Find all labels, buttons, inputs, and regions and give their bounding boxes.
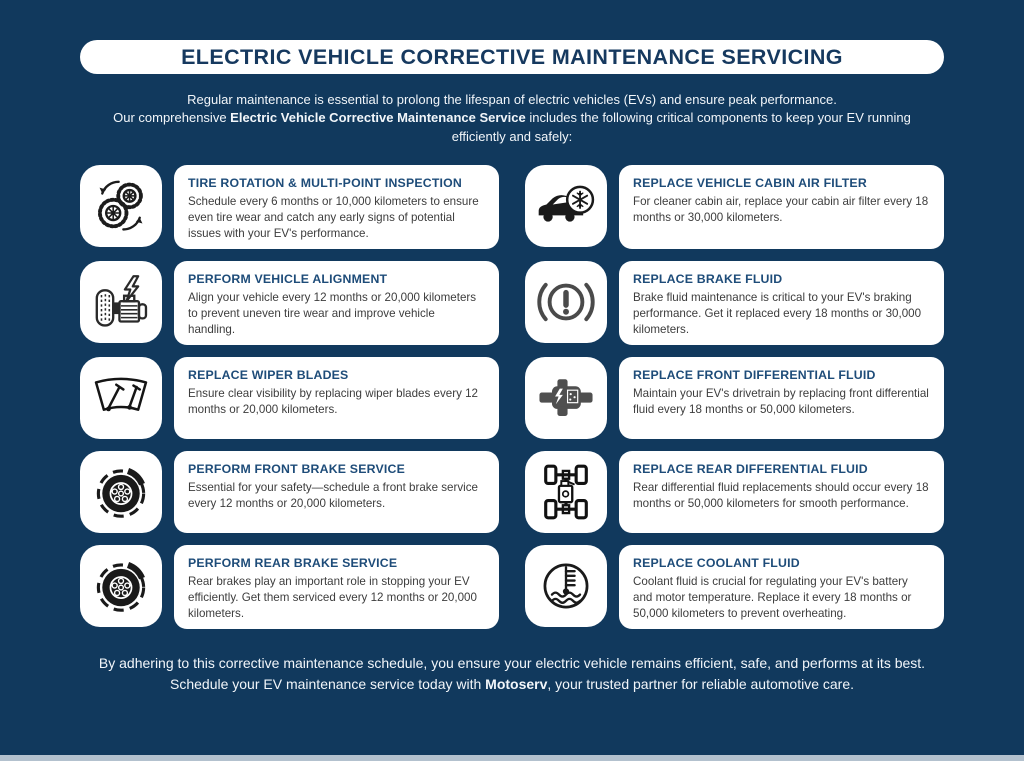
card-text [619, 261, 944, 345]
card-description: Rear differential fluid replacements should occur every 18 months or 50,000 kilometers for smooth performance. [633, 481, 929, 511]
intro-line2-suffix: includes the following critical components to keep your EV running efficiently and safely: [451, 110, 911, 144]
intro-line1: Regular maintenance is essential to prolong the lifespan of electric vehicles (EVs) and ensure peak performance. [187, 92, 837, 107]
card-title: PERFORM REAR BRAKE SERVICE [188, 556, 398, 571]
intro-line2-prefix: Our comprehensive [113, 110, 231, 126]
tire-rotation-icon [80, 165, 162, 247]
rear-brake-icon [80, 545, 162, 627]
bottom-strip [0, 755, 1024, 761]
card-title: TIRE ROTATION & MULTI-POINT INSPECTION [188, 176, 463, 191]
card-text [619, 545, 944, 629]
card-description: Schedule every 6 months or 10,000 kilometers to ensure even tire wear and catch any early signs of potential issues with your EV's performance. [188, 195, 479, 241]
card-wiper-blades [80, 357, 499, 439]
card-coolant-fluid [525, 545, 944, 629]
coolant-fluid-icon [525, 545, 607, 627]
card-title: REPLACE WIPER BLADES [188, 368, 349, 383]
front-brake-icon [80, 451, 162, 533]
footer-line1: By adhering to this corrective maintenance schedule, you ensure your electric vehicle remains efficient, safe, and performs at its best. [98, 655, 926, 672]
card-text [174, 451, 499, 533]
card-rear-brake [80, 545, 499, 629]
card-description: Align your vehicle every 12 months or 20,000 kilometers to prevent uneven tire wear and improve vehicle handling. [188, 291, 477, 337]
card-title: REPLACE BRAKE FLUID [633, 272, 783, 287]
intro-line2-bold: Electric Vehicle Corrective Maintenance Service [230, 110, 526, 126]
card-text [174, 261, 499, 345]
card-title: REPLACE COOLANT FLUID [633, 556, 800, 571]
page-title: ELECTRIC VEHICLE CORRECTIVE MAINTENANCE SERVICING [181, 44, 843, 69]
card-text [619, 357, 944, 439]
card-title: REPLACE VEHICLE CABIN AIR FILTER [633, 176, 867, 191]
card-title: REPLACE REAR DIFFERENTIAL FLUID [633, 462, 868, 477]
cabin-air-filter-icon [525, 165, 607, 247]
card-description: Rear brakes play an important role in stopping your EV efficiently. Get them serviced every 12 months or 20,000 kilometers. [188, 575, 477, 621]
vehicle-alignment-icon [80, 261, 162, 343]
card-text [619, 165, 944, 249]
rear-differential-icon [525, 451, 607, 533]
card-text [174, 357, 499, 439]
card-rear-differential [525, 451, 944, 533]
card-title: PERFORM FRONT BRAKE SERVICE [188, 462, 405, 477]
footer-brand: Motoserv [485, 676, 548, 693]
card-text [619, 451, 944, 533]
card-vehicle-alignment [80, 261, 499, 345]
footer-line2-prefix: Schedule your EV maintenance service today with [170, 676, 486, 693]
card-front-differential [525, 357, 944, 439]
card-description: Maintain your EV's drivetrain by replacing front differential fluid every 18 months or 50,000 kilometers. [633, 387, 929, 417]
front-differential-icon [525, 357, 607, 439]
footer-line2-suffix: , your trusted partner for reliable automotive care. [547, 676, 854, 693]
card-description: Brake fluid maintenance is critical to your EV's braking performance. Get it replaced every 18 months or 30,000 kilometers. [633, 291, 922, 337]
intro-text [87, 91, 937, 146]
card-text [174, 545, 499, 629]
wiper-blades-icon [80, 357, 162, 439]
card-title: REPLACE FRONT DIFFERENTIAL FLUID [633, 368, 876, 383]
card-title: PERFORM VEHICLE ALIGNMENT [188, 272, 388, 287]
card-tire-rotation [80, 165, 499, 249]
card-text [174, 165, 499, 249]
card-brake-fluid [525, 261, 944, 345]
card-description: Essential for your safety—schedule a front brake service every 12 months or 20,000 kilometers. [188, 481, 478, 511]
cards-grid [80, 165, 944, 629]
footer-text [47, 653, 977, 695]
card-cabin-air-filter [525, 165, 944, 249]
card-front-brake [80, 451, 499, 533]
card-description: Coolant fluid is crucial for regulating your EV's battery and motor temperature. Replace it every 18 months or 50,000 kilometers to prevent overheating. [633, 575, 912, 621]
card-description: For cleaner cabin air, replace your cabin air filter every 18 months or 30,000 kilometers. [633, 195, 929, 225]
brake-fluid-warning-icon [525, 261, 607, 343]
title-banner [80, 40, 944, 74]
card-description: Ensure clear visibility by replacing wiper blades every 12 months or 20,000 kilometers. [188, 387, 478, 417]
